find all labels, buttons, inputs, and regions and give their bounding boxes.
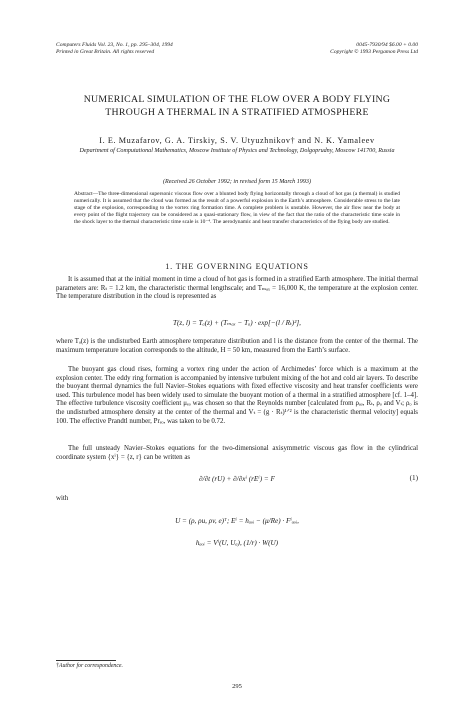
equation-1-body: ∂/∂t (rU) + ∂/∂xⁱ (rEⁱ) = F: [199, 475, 275, 483]
equation-1-number: (1): [409, 474, 418, 482]
footnote: †Author for correspondence.: [56, 663, 123, 669]
copyright-note: Copyright © 1993 Pergamon Press Ltd: [330, 49, 418, 55]
author-list: I. E. Muzafarov, G. A. Tirskiy, S. V. Utyuzhnikov† and N. K. Yamaleev: [99, 136, 375, 145]
printed-note: Printed in Great Britain. All rights reserved: [56, 49, 155, 55]
issn-price: 0045-7930/94 $6.00 + 0.00: [356, 42, 418, 48]
abstract: Abstract—The three-dimensional supersonic viscous flow over a blunted body flying horizontally through a cloud of hot gas (a thermal) is studied numerically. It is assumed that the cloud was formed as the result of a powerful explosion in the Earth’s atmosphere. Considerable stress to the late stage of the explosion, corresponding to the vortex ring formation time. A complete problem is unstable. However, the air flow near the body at every point of the flight trajectory can be considered as a quasi-stationary flow, in view of the fact that the ratio of the characteristic time scale in the shock layer to the thermal characteristic time scale is 10⁻⁴. The aerodynamic and heat transfer characteristics of the flying body are studied.: [74, 191, 400, 225]
paragraph-intro: It is assumed that at the initial moment in time a cloud of hot gas is formed in a stratified Earth atmosphere. The initial thermal parameters are: Rₜ = 1.2 km, the characteristic thermal lengthscale; and Tₘₐₓ = 16,000 K, the temperature at the explosion center. The temperature distribution in the cloud is represented as: [56, 276, 418, 301]
equation-definition-1-body: U = (ρ, ρu, ρv, e)ᵀ; Eⁱ = hₐₒᵢ − (μ/Re) · Fⁱₐₒᵢ,: [175, 517, 299, 525]
affiliation: Department of Computational Mathematics, Moscow Institute of Physics and Technology, Dolgoprudny, Moscow 141700, Russia: [79, 148, 395, 154]
journal-header: [56, 42, 173, 56]
equation-temperature-body: T(z, l) = Tₐ(z) + (Tₘₐₓ − Tₐ) · exp[−(l / Rₜ)²],: [173, 319, 301, 327]
paragraph-buoyant: The buoyant gas cloud rises, forming a vortex ring under the action of Archimedes’ force which is a maximum at the explosion center. The eddy ring formation is accompanied by intensive turbulent mixing of the hot and cold air layers. To describe the buoyant thermal dynamics the full Navier–Stokes equations with fixed effective viscosity and heat transfer coefficients were used. This turbulence model has been widely used to simulate the buoyant motion of a thermal in a stratified atmosphere [cf. 1–4]. The effective turbulence viscosity coefficient μₑₒ was chosen so that the Reynolds number [calculated from ρₐₒ, Rₜ, ρₒ and Vₜ; ρₒ is the undisturbed atmosphere density at the center of the thermal and Vₜ = (g · Rₜ)¹ᐟ² is the characteristic thermal velocity] equals 100. The effective Prandtl number, Prₑₒ, was taken to be 0.72.: [56, 366, 418, 425]
page-number: 295: [232, 683, 242, 690]
paragraph-navier-stokes: The full unsteady Navier–Stokes equations for the two-dimensional axisymmetric viscous gas flow in the cylindrical coordinate system {xⁱ} = {z, r} can be written as: [56, 445, 418, 461]
section-heading: 1. THE GOVERNING EQUATIONS: [165, 262, 309, 271]
equation-1: [56, 474, 418, 483]
equation-definition-1: [56, 516, 418, 525]
footnote-divider: [56, 660, 116, 661]
equation-definition-2: [56, 538, 418, 547]
equation-definition-2-body: hₐₒᵢ = Vⁱ(U, Uₐ), (1/r) · W(U): [195, 539, 279, 547]
journal-citation: Computers Fluids Vol. 23, No. 1, pp. 295–304, 1994: [56, 42, 173, 48]
paper-title: NUMERICAL SIMULATION OF THE FLOW OVER A BODY FLYING THROUGH A THERMAL IN A STRATIFIED ATMOSPHERE: [83, 94, 391, 118]
with-label: with: [56, 495, 69, 502]
received-dates: (Received 26 October 1992; in revised form 15 March 1993): [163, 179, 311, 185]
paragraph-where: where Tₐ(z) is the undisturbed Earth atmosphere temperature distribution and l is the distance from the center of the thermal. The maximum temperature location corresponds to the altitude, H = 50 km, measured from the Earth’s surface.: [56, 338, 418, 354]
equation-temperature: [56, 318, 418, 327]
copyright-header: [330, 42, 418, 56]
